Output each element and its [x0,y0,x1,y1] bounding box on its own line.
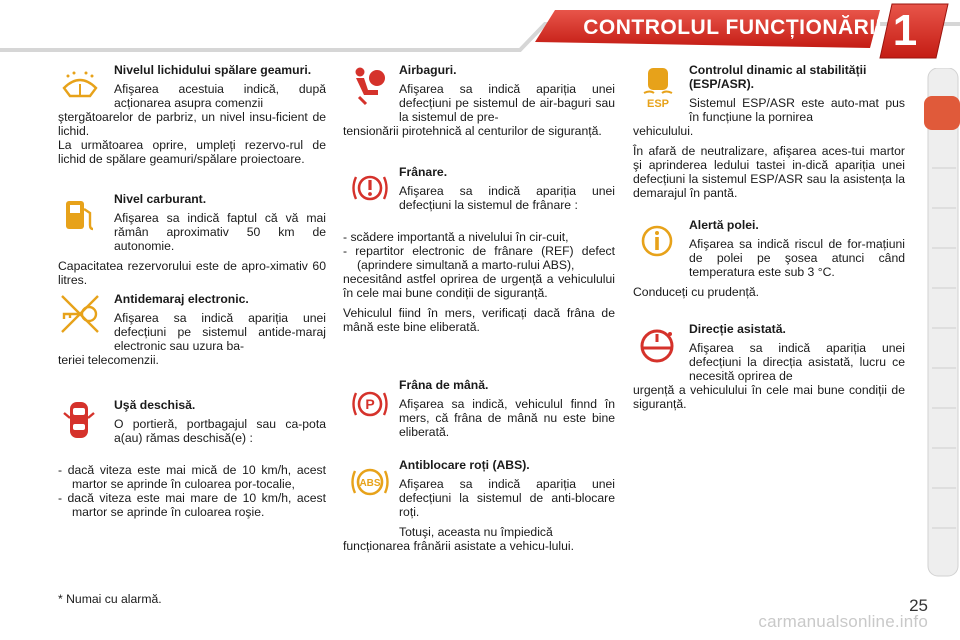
section-text: Afişarea sa indică apariția unei defecțiuni pe sistemul de air-baguri sau la sistemul de pre- [399,82,615,124]
section-title: Antidemaraj electronic. [114,292,249,306]
section-text: Afişarea sa indică apariția unei defecțiuni la direcția asistată, lucru ce necesită oprirea de [689,341,905,383]
section-title: Frânare. [399,165,448,179]
page-header [0,0,960,60]
section-title: Frâna de mână. [399,378,489,392]
chapter-title: CONTROLUL FUNCȚIONĂRII [583,16,882,39]
section-text: funcționarea frânării asistate a vehicu-lului. [343,539,575,553]
section-text: Afişarea sa indică, vehiculul finnd în mers, că frâna de mână nu este bine eliberată. [399,397,615,439]
section-text: Afişarea sa indică faptul că vă mai rămân aproximativ 50 km de autonomie. [114,211,326,253]
section-text: În afară de neutralizare, afişarea aces-tui martor şi aprinderea ledului tastei in-dică apariția unei defecțiuni la sistemul ESP/ASR sau la asistența la demarajul în pantă. [633,144,905,200]
section-text: ştergătoarelor de parbriz, un nivel insu-ficient de lichid. [58,110,326,138]
abs-label: ABS [359,478,381,489]
section-text: La următoarea oprire, umpleți rezervo-rul de lichid de spălare geamuri/spălare proiectoare. [58,138,326,166]
section-title: Alertă polei. [689,218,759,232]
list-item: - dacă viteza este mai mare de 10 km/h, acest martor se aprinde în culoarea roşie. [58,491,326,519]
list-item: - dacă viteza este mai mică de 10 km/h, acest martor se aprinde în culoarea por-tocalie, [58,463,326,491]
section-esp [633,63,905,200]
section-text: vehiculului. [633,124,694,138]
section-text: Totuşi, aceasta nu împiedică [399,525,553,539]
section-ice [633,218,905,299]
section-airbag [343,63,615,138]
section-text: O portieră, portbagajul sau ca-pota a(au) rămas deschisă(e) : [114,417,326,445]
section-title: Antiblocare roți (ABS). [399,458,530,472]
esp-label: ESP [646,98,670,110]
active-tab[interactable] [924,96,960,130]
section-text: Sistemul ESP/ASR este auto-mat pus în funcțiune la pornirea [689,96,905,124]
section-steering [633,322,905,411]
section-title: Direcție asistată. [689,322,786,336]
section-text: Capacitatea rezervorului este de apro-ximativ 60 litres. [58,259,326,287]
parking-label: P [365,396,375,412]
section-immobiliser [58,292,326,367]
chapter-number: 1 [892,6,918,55]
section-text: Afişarea sa indică riscul de for-mațiuni de polei pe şosea atunci când temperatura este sub 3 °C. [689,237,905,279]
chapter-tabs [924,68,960,578]
section-text: Afişarea sa indică apariția unei defecțiuni pe sistemul antide-maraj electronic sau uzura ba- [114,311,326,353]
section-title: Airbaguri. [399,63,457,77]
section-fuel [58,192,326,287]
section-title: Uşă deschisă. [114,398,196,412]
section-text: necesitând astfel oprirea de urgență a vehiculului în cele mai bune condiții de siguranță. [343,272,615,300]
section-door [58,398,326,519]
section-text: teriei telecomenzii. [58,353,159,367]
section-brake [343,165,615,334]
section-text: Afişarea sa indică apariția unei defecțiuni la sistemul de anti-blocare roți. [399,477,615,519]
section-washer [58,63,326,166]
section-text: Conduceți cu prudență. [633,285,760,299]
watermark: carmanualsonline.info [758,612,928,631]
section-title: Controlul dinamic al stabilității (ESP/ASR). [689,63,867,91]
section-text: Vehiculul fiind în mers, verificați dacă frâna de mână este bine eliberată. [343,306,615,334]
section-text: Afişarea acestuia indică, după acționarea asupra comenzii [114,82,326,110]
list-item: - repartitor electronic de frânare (REF) defect (aprindere simultană a marto-rului ABS), [343,244,615,272]
page-number: 25 [909,596,928,615]
section-abs [343,458,615,553]
list-item: - scădere importantă a nivelului în cir-cuit, [343,230,569,244]
section-title: Nivel carburant. [114,192,207,206]
footnote: * Numai cu alarmă. [58,592,162,606]
section-text: tensionării pirotehnică al centurilor de siguranță. [343,124,602,138]
section-text: Afişarea sa indică apariția unei defecțiuni la sistemul de frânare : [399,184,615,212]
section-text: urgență a vehiculului în cele mai bune condiții de siguranță. [633,383,905,411]
section-title: Nivelul lichidului spălare geamuri. [114,63,312,77]
section-parking-brake [343,378,615,439]
